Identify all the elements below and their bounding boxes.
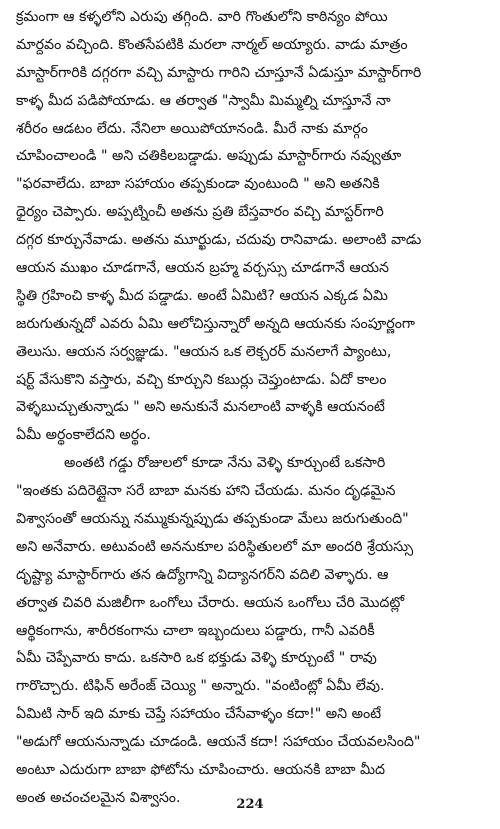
text-line: జరుగుతున్నదో ఎవరు ఏమి ఆలోచిస్తున్నారో అన్నది ఆయనకు సంపూర్ణంగా <box>16 315 415 332</box>
text-line: తెలుసు. ఆయన సర్వజ్ఞుడు. "ఆయన ఒక లెక్చరర్ మనలాగే ప్యాంటు, <box>16 343 392 360</box>
text-line: వెళ్ళబుచ్చుతున్నాడు " అని అనుకునే మనలాంటి వాళ్ళకి ఆయనంటే <box>16 399 385 416</box>
text-line: ఆర్థికంగాను, శారీరకంగాను చాలా ఇబ్బందులు పడ్డారు, గానీ ఎవరికీ <box>16 622 375 639</box>
paragraph-start-line: అంతటి గడ్డు రోజులలో కూడా నేను వెళ్ళి కూర్చుంటే ఒకసారి <box>64 455 386 472</box>
text-line: శరీరం ఆడటం లేదు. నేనిలా అయిపోయానండి. మీరే నాకు మార్గం <box>16 120 368 137</box>
text-line: ధైర్యం చెప్పారు. అప్పట్నించీ అతను ప్రతి బేస్తవారం వచ్చి మాస్టర్‌గారి <box>16 204 384 221</box>
text-line: అంటూ ఎదురుగా బాబా ఫోటోను చూపించారు. ఆయనకి బాబా మీద <box>16 762 386 779</box>
text-line: ఏమీ అర్థంకాలేదని అర్థం. <box>16 427 151 444</box>
text-line: ఆయన ముఖం చూడగానే, ఆయన బ్రహ్మ వర్చస్సు చూడగానే ఆయన <box>16 260 389 277</box>
text-line: దృష్ట్యా మాస్టార్‌గారు తన ఉద్యోగాన్ని విద్యానగర్‌ని వదిలి వెళ్ళారు. ఆ <box>16 566 389 583</box>
text-line: స్థితి గ్రహించి కాళ్ళ మీద పడ్డాడు. అంటే ఏమిటి? ఆయన ఎక్కడ ఏమి <box>16 287 388 304</box>
text-line: మార్దవం వచ్చింది. కొంతసేపటికి మరలా నార్మల్ అయ్యారు. వాడు మాత్రం <box>16 36 408 53</box>
text-line: తర్వాత చివరి మజిలీగా ఒంగోలు చేరారు. ఆయన ఒంగోలు చేరి మొదట్లో <box>16 594 405 611</box>
text-line: షర్ట్ వేసుకొని వస్తారు, వచ్చి కూర్చుని కబుర్లు చెప్తుంటాడు. ఏదో కాలం <box>16 371 387 388</box>
text-line: కాళ్ళ మీద పడిపోయాడు. ఆ తర్వాత "స్వామీ మిమ్మల్ని చూస్తూనే నా <box>16 92 391 109</box>
text-line: ఏమీ చెప్పేవారు కాదు. ఒకసారి ఒక భక్తుడు వెళ్ళి కూర్చుంటే " రావు <box>16 650 377 667</box>
body-text <box>16 4 486 813</box>
text-line: క్రమంగా ఆ కళ్ళలోని ఎరుపు తగ్గింది. వారి గొంతులోని కాఠిన్యం పోయి <box>16 9 388 25</box>
page-number: 224 <box>236 797 264 812</box>
text-line: మాస్టార్‌గారికి దగ్గరగా వచ్చి మాస్టారు గారిని చూస్తూనే ఏడుస్తూ మాస్టార్‌గారి <box>16 64 422 81</box>
text-line: గారొచ్చారు. టిఫిన్ అరేంజ్ చెయ్యి " అన్నారు. "వంటింట్లో ఏమీ లేవు. <box>16 678 385 695</box>
text-line: "ఫరవాలేదు. బాబా సహాయం తప్పకుండా వుంటుంది " అని అతనికి <box>16 176 380 193</box>
text-line: ఏమిటి సార్ ఇది మాకు చెప్తే సహాయం చేసేవాళ్ళం కదా!" అని అంటే <box>16 706 382 723</box>
text-line: "ఇంతకు పదిరెట్లైనా సరే బాబా మనకు హాని చేయడు. మనం దృఢమైన <box>16 483 396 500</box>
text-line: చూపించాలండి " అని చతికిలబడ్డాడు. అప్పుడు మాస్టార్‌గారు నవ్వుతూ <box>16 148 402 165</box>
text-line: అంత అచంచలమైన విశ్వాసం. <box>16 789 181 806</box>
text-line: "అడుగో ఆయనున్నాడు చూడండి. ఆయనే కదా! సహాయం చేయవలసింది" <box>16 734 421 751</box>
text-line: విశ్వాసంతో ఆయన్ను నమ్ముకున్నప్పుడు తప్పకుండా మేలు జరుగుతుంది" <box>16 511 409 528</box>
text-line: అని అనేవారు. అటువంటి అననుకూల పరిస్థితులలో మా అందరి శ్రేయస్సు <box>16 538 414 555</box>
text-line: దగ్గర కూర్చునేవాడు. అతను మూర్ఖుడు, చదువు రానివాడు. అలాంటి వాడు <box>16 232 422 249</box>
